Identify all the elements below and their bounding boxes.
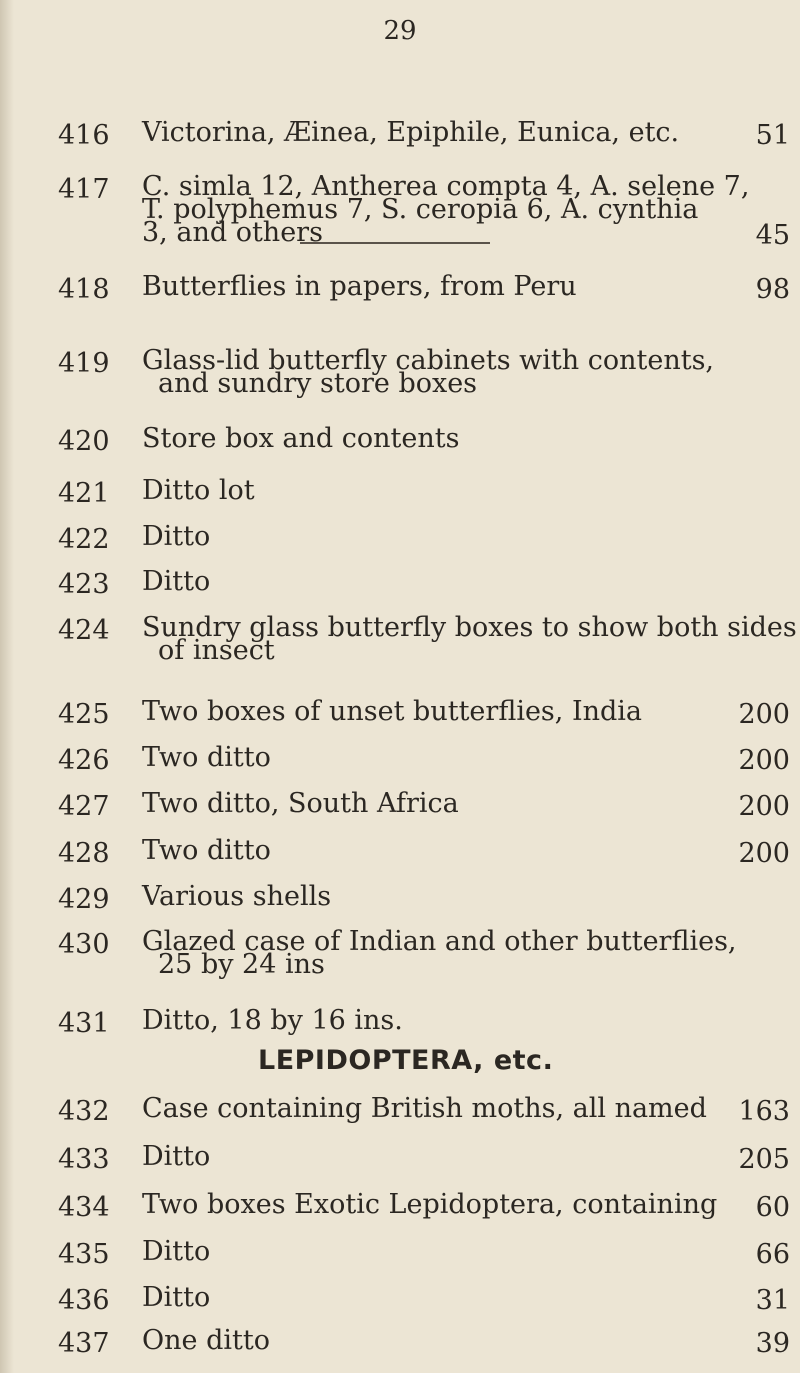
lot-row	[58, 523, 798, 563]
lot-row	[58, 1095, 798, 1135]
lot-row	[58, 477, 798, 517]
lot-row	[58, 1191, 798, 1231]
lot-description: Ditto	[142, 1236, 211, 1267]
lot-number: 417	[58, 174, 110, 205]
lot-row	[58, 698, 798, 738]
lot-description: Case containing British moths, all named	[142, 1093, 707, 1124]
lot-number: 422	[58, 524, 110, 555]
lot-description: Glazed case of Indian and other butterflies,	[142, 926, 737, 957]
lot-count: 98	[755, 274, 790, 305]
lot-row	[58, 1238, 798, 1278]
lot-number: 428	[58, 838, 110, 869]
lot-description: Two boxes Exotic Lepidoptera, containing	[142, 1189, 718, 1220]
lot-description: 3, and others	[142, 217, 323, 248]
lot-description: Ditto	[142, 1282, 211, 1313]
lot-number: 435	[58, 1239, 110, 1270]
lot-row	[58, 1327, 798, 1367]
lot-description: Two ditto, South Africa	[142, 788, 459, 819]
lot-number: 434	[58, 1192, 110, 1223]
lot-number: 429	[58, 884, 110, 915]
lot-number: 432	[58, 1096, 110, 1127]
lot-number: 437	[58, 1328, 110, 1359]
lot-number: 416	[58, 120, 110, 151]
lot-row	[58, 171, 798, 251]
lot-count: 200	[738, 838, 790, 869]
lot-description: C. simla 12, Antherea compta 4, A. selene 7,	[142, 171, 750, 202]
lot-description: Sundry glass butterfly boxes to show both sides	[142, 612, 797, 643]
lot-row	[58, 345, 798, 399]
lot-description: Various shells	[142, 881, 332, 912]
lot-row	[58, 1007, 798, 1047]
lot-row	[58, 273, 798, 313]
lot-row	[58, 612, 798, 666]
lot-number: 419	[58, 348, 110, 379]
lot-row	[58, 883, 798, 923]
lot-description: Ditto	[142, 1141, 211, 1172]
lot-description: 25 by 24 ins	[158, 949, 325, 980]
lot-number: 418	[58, 274, 110, 305]
lot-description: Two ditto	[142, 742, 271, 773]
lot-row	[58, 425, 798, 465]
lot-row	[58, 119, 798, 159]
lot-description: Ditto lot	[142, 475, 255, 506]
lot-description: Ditto, 18 by 16 ins.	[142, 1005, 403, 1036]
lot-number: 436	[58, 1285, 110, 1316]
lot-count: 66	[755, 1239, 790, 1270]
lot-row	[58, 1284, 798, 1324]
lot-description: and sundry store boxes	[158, 368, 478, 399]
page-number: 29	[383, 16, 417, 46]
lot-row	[58, 1143, 798, 1183]
lot-count: 163	[738, 1096, 790, 1127]
lot-count: 200	[738, 699, 790, 730]
lot-count: 60	[755, 1192, 790, 1223]
lot-count: 31	[755, 1285, 790, 1316]
lot-row	[58, 837, 798, 877]
lot-number: 423	[58, 569, 110, 600]
lot-description: Ditto	[142, 566, 211, 597]
section-heading: LEPIDOPTERA, etc.	[258, 1045, 554, 1076]
lot-description: One ditto	[142, 1325, 270, 1356]
lot-number: 425	[58, 699, 110, 730]
lot-row	[58, 926, 798, 980]
page-edge-shadow	[0, 0, 14, 1373]
lot-number: 431	[58, 1008, 110, 1039]
lot-number: 433	[58, 1144, 110, 1175]
lot-row	[58, 744, 798, 784]
lot-description: Ditto	[142, 521, 211, 552]
lot-description: of insect	[158, 635, 275, 666]
lot-count: 45	[755, 220, 790, 251]
lot-description: Victorina, Æinea, Epiphile, Eunica, etc.	[142, 117, 680, 148]
lot-count: 51	[755, 120, 790, 151]
lot-number: 424	[58, 615, 110, 646]
lot-row	[58, 790, 798, 830]
lot-description: Two ditto	[142, 835, 271, 866]
lot-description: Butterflies in papers, from Peru	[142, 271, 577, 302]
lot-number: 420	[58, 426, 110, 457]
lot-number: 427	[58, 791, 110, 822]
lot-number: 430	[58, 929, 110, 960]
lot-number: 421	[58, 478, 110, 509]
lot-count: 200	[738, 745, 790, 776]
lot-description: Glass-lid butterfly cabinets with contents,	[142, 345, 715, 376]
lot-number: 426	[58, 745, 110, 776]
lot-count: 200	[738, 791, 790, 822]
lot-description: Store box and contents	[142, 423, 460, 454]
lot-description: T. polyphemus 7, S. ceropia 6, A. cynthia	[142, 194, 699, 225]
lot-count: 205	[738, 1144, 790, 1175]
lot-description: Two boxes of unset butterflies, India	[142, 696, 643, 727]
lot-row	[58, 568, 798, 608]
lot-count: 39	[755, 1328, 790, 1359]
